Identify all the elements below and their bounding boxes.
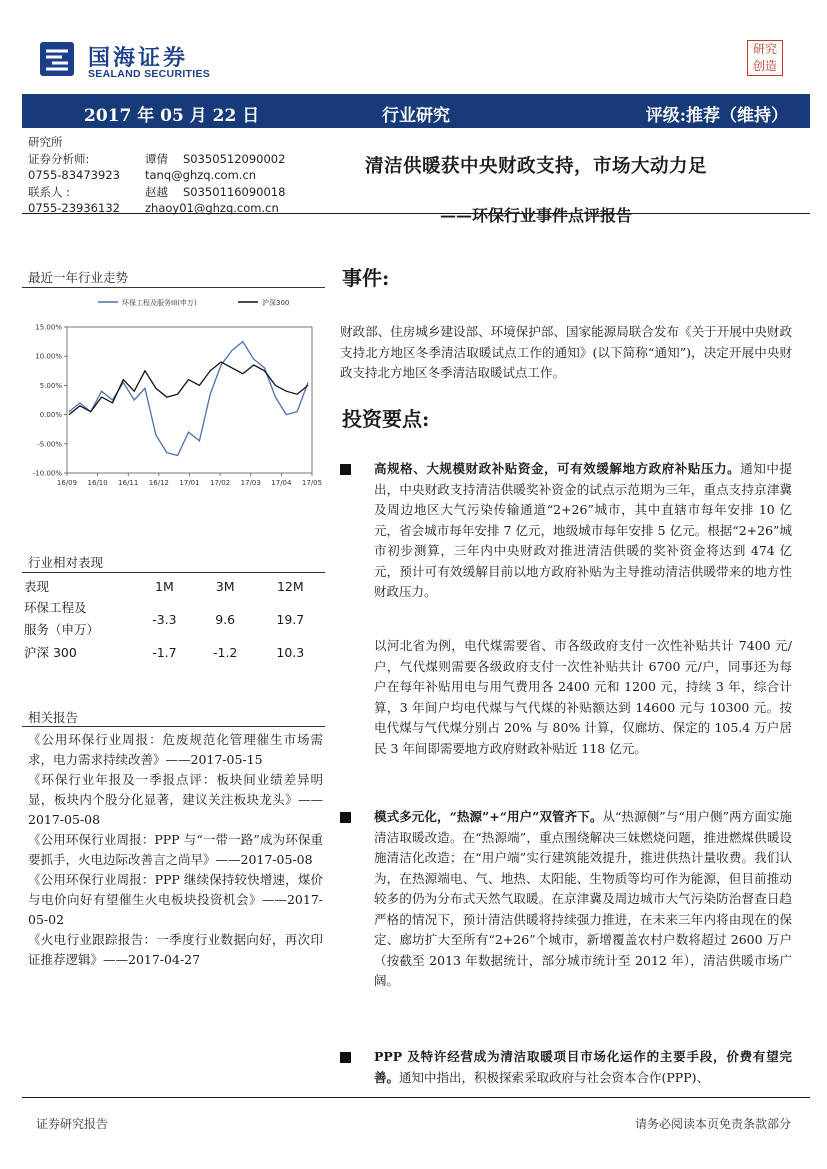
performance-table: [22, 575, 325, 663]
event-heading: 事件:: [342, 266, 390, 290]
report-date: 2017 年 05 月 22 日: [84, 106, 260, 126]
x-tick-label: 16/11: [118, 479, 139, 487]
section-rule: [22, 726, 325, 727]
event-text: 财政部、住房城乡建设部、环境保护部、国家能源局联合发布《关于开展中央财政支持北方地区冬季清洁取暖试点工作的通知》(以下简称“通知”)，决定开展中央财政支持北方地区冬季清洁取暖试点工作。: [340, 324, 792, 380]
analyst-phone: 0755-83473923: [28, 168, 120, 182]
table-row: [22, 597, 325, 641]
invest-point-body: 通知中指出，积极探索采取政府与社会资本合作(PPP)、: [399, 1069, 710, 1085]
invest-point-body: 从“热源侧”与“用户侧”两方面实施清洁取暖改造。在“热源端”，重点围绕解决三妹燃烧问题，推进燃煤供暖设施清洁化改造；在“用户端”实行建筑能效提升，推进供热计量收费。我们认为，在热源端电、气、地热、太阳能、生物质等均可作为能源，但目前推动较多的仍为分布式天然气取暖。在京津冀及周边城市大气污染防治督查日趋严格的情况下，预计清洁供暖将持续强力推进，在未来三年内将由现在的保定、廊坊扩大至所有“2+26”个城市，新增覆盖农村户数将超过 2600 万户（按截至 2013 年数据统计，部分城市统计至 2012 年），清洁供暖市场广阔。: [374, 809, 793, 988]
legend-label-sector: 环保工程及服务III(申万): [122, 299, 197, 307]
analyst-email[interactable]: tanq@ghzq.com.cn: [145, 168, 257, 182]
x-tick-label: 17/05: [301, 479, 323, 487]
section-rule: [22, 287, 325, 288]
x-tick-label: 16/10: [87, 479, 108, 487]
report-type: 行业研究: [382, 106, 450, 126]
y-tick-label: 5.00%: [39, 381, 62, 390]
table-header-cell: 表现: [24, 579, 50, 594]
analyst-code: S0350512090002: [183, 152, 286, 166]
contact-name: 赵越: [145, 185, 168, 199]
related-report-item[interactable]: 《公用环保行业周报：PPP 继续保持较快增速，煤价与电价向好有望催生火电板块投资机会》——2017-05-02: [28, 872, 323, 927]
table-header-cell: 12M: [276, 578, 304, 594]
seal-line: 创造: [752, 59, 777, 73]
table-cell: 19.7: [276, 611, 305, 627]
section-rule: [22, 572, 325, 573]
invest-point-lead: 模式多元化，“热源”+“用户”双管齐下。: [374, 809, 603, 824]
y-tick-label: 15.00%: [35, 323, 62, 332]
report-rating: 评级:推荐（维持）: [645, 106, 788, 126]
logo-text-cn: 国海证券: [88, 46, 189, 71]
y-tick-label: 10.00%: [35, 352, 62, 361]
table-cell: -1.7: [152, 644, 177, 660]
legend-label-hs300: 沪深300: [262, 299, 290, 307]
report-subtitle: ——环保行业事件点评报告: [440, 206, 633, 225]
analyst-role: 证券分析师:: [28, 152, 90, 166]
y-tick-label: 0.00%: [39, 411, 62, 420]
y-tick-label: -5.00%: [37, 440, 62, 449]
x-tick-label: 17/02: [210, 479, 231, 487]
research-seal: [747, 40, 783, 76]
footer-rule: [22, 1097, 810, 1098]
chart-legend: [98, 298, 289, 307]
x-tick-label: 17/04: [271, 479, 292, 487]
related-report-item[interactable]: 《公用环保行业周报：危废规范化管理催生市场需求，电力需求持续改善》——2017-05-15: [28, 732, 323, 767]
table-cell: 9.6: [215, 611, 236, 627]
table-cell: -1.2: [213, 644, 238, 660]
bullet-icon: [340, 812, 351, 823]
table-header-cell: 1M: [155, 578, 174, 594]
related-report-item[interactable]: 《环保行业年报及一季报点评：板块间业绩差异明显，板块内个股分化显著，建议关注板块龙头》——2017-05-08: [28, 772, 323, 827]
trend-heading: 最近一年行业走势: [28, 270, 129, 285]
table-header-row: [22, 575, 325, 597]
invest-point: [374, 807, 792, 992]
table-row-label: [22, 597, 134, 641]
table-row-label: 沪深 300: [24, 645, 77, 660]
related-report-item[interactable]: 《火电行业跟踪报告：一季度行业数据向好，再次印证推荐逻辑》——2017-04-27: [28, 932, 323, 967]
contact-phone: 0755-23936132: [28, 201, 120, 215]
invest-point-lead: PPP 及特许经营成为清洁取暖项目市场化运作的主要手段，价费有望完善。: [374, 1049, 792, 1085]
sealand-logo-icon: [40, 42, 74, 76]
table-header-cell: 3M: [215, 578, 235, 594]
report-title: 清洁供暖获中央财政支持，市场大动力足: [365, 156, 708, 177]
research-dept: 研究所: [28, 135, 63, 149]
invest-heading: 投资要点:: [342, 407, 430, 431]
x-tick-label: 17/01: [179, 479, 200, 487]
table-row: [22, 641, 325, 663]
invest-point: [374, 636, 792, 759]
invest-point-body: 以河北省为例，电代煤需要省、市各级政府支付一次性补贴共计 7400 元/户，气代煤则需要各级政府支付一次性补贴共计 6700 元/户，同事还为每户在每年补贴用电与用气费用各 2400 元和 1200 元，持续 3 年，综合计算，3 年间户均电代煤与气代煤的补贴额达到 14600 元与 10300 元。按电代煤与气代煤分别占 20% 与 80% 计算，仅廊坊、保定的 105.4 万户居民 3 年间即需要地方政府财政补贴近 118 亿元。: [374, 638, 792, 756]
contact-role: 联系人 :: [28, 185, 71, 199]
row-label-line: 环保工程及: [24, 600, 87, 615]
x-tick-label: 17/03: [240, 479, 261, 487]
chart-lines: [69, 342, 308, 456]
related-reports-list: [28, 730, 323, 970]
bullet-icon: [340, 1052, 351, 1063]
analyst-name: 谭倩: [145, 152, 168, 166]
seal-line: 研究: [752, 42, 777, 56]
header-divider: [22, 213, 810, 214]
plot-frame: [67, 327, 312, 473]
row-label-line: 服务（申万）: [24, 622, 100, 637]
x-tick-label: 16/12: [148, 479, 169, 487]
contact-code: S0350116090018: [183, 185, 286, 199]
invest-point: [374, 459, 792, 603]
contact-email[interactable]: zhaoy01@ghzq.com.cn: [145, 201, 279, 215]
invest-point-lead: 高规格、大规模财政补贴资金，可有效缓解地方政府补贴压力。: [374, 461, 741, 476]
related-heading: 相关报告: [28, 710, 79, 725]
table-cell: -3.3: [152, 611, 177, 627]
logo-text-en: SEALAND SECURITIES: [88, 68, 211, 80]
performance-heading: 行业相对表现: [28, 555, 104, 570]
y-tick-label: -10.00%: [32, 469, 62, 478]
invest-point: [374, 1047, 792, 1088]
x-tick-label: 16/09: [56, 479, 78, 487]
footer-left: 证券研究报告: [36, 1117, 109, 1131]
related-report-item[interactable]: 《公用环保行业周报：PPP 与“一带一路”成为环保重要抓手，火电边际改善言之尚早》——2017-05-08: [28, 832, 323, 867]
footer-right: 请务必阅读本页免责条款部分: [634, 1117, 791, 1131]
bullet-icon: [340, 464, 351, 475]
table-cell: 10.3: [276, 644, 305, 660]
header-band: [22, 94, 810, 128]
invest-point-body: 通知中提出，中央财政支持清洁供暖奖补资金的试点示范期为三年，重点支持京津冀及周边地区大气污染传输通道“2+26”城市，其中直辖市每年安排 10 亿元，省会城市每年安排 7 亿元，地级城市每年安排 5 亿元。根据“2+26”城市初步测算，三年内中央财政对推进清洁供暖的奖补资金将达到 474 亿元，预计可有效缓解目前以地方政府补贴为主导推动清洁供暖带来的地方性财政压力。: [374, 461, 792, 599]
trend-chart: [22, 290, 325, 500]
